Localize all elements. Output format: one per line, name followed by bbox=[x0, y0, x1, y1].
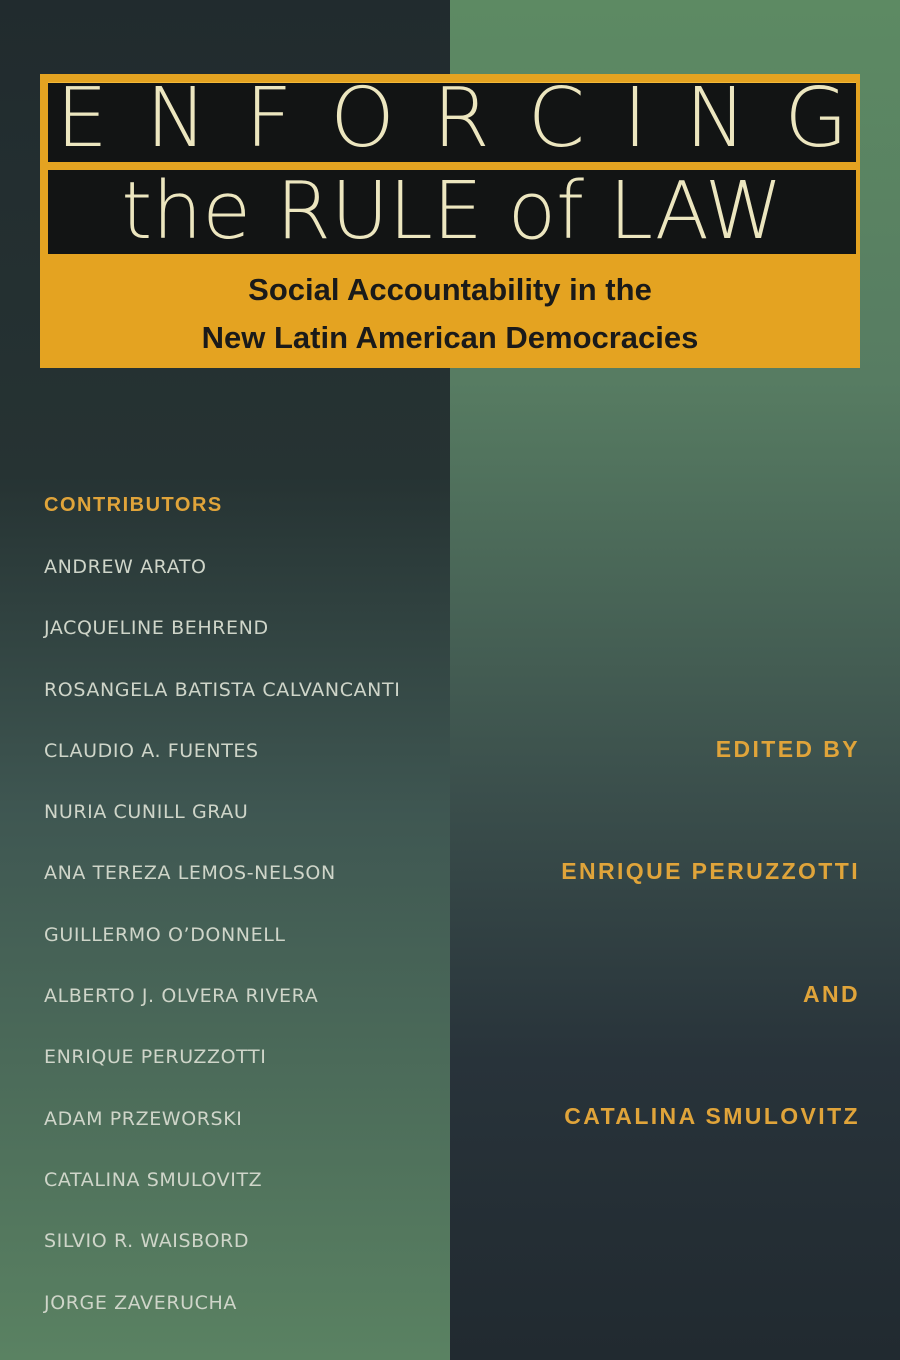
contributor-name: ADAM PRZEWORSKI bbox=[44, 1107, 243, 1130]
contributors-heading: CONTRIBUTORS bbox=[44, 494, 223, 516]
contributor-name: JACQUELINE BEHREND bbox=[44, 617, 269, 640]
title-letter: G bbox=[784, 71, 848, 166]
contributor-name: ENRIQUE PERUZZOTTI bbox=[44, 1046, 267, 1069]
contributor-name: ANDREW ARATO bbox=[44, 556, 207, 578]
editor-name-2: CATALINA SMULOVITZ bbox=[564, 1103, 860, 1129]
subtitle bbox=[40, 266, 860, 362]
title-letter: C bbox=[527, 71, 585, 166]
editor-name-1: ENRIQUE PERUZZOTTI bbox=[561, 858, 860, 884]
title-letter: F bbox=[245, 71, 293, 166]
subtitle-line-2: New Latin American Democracies bbox=[201, 320, 699, 355]
title-letter: N bbox=[145, 71, 208, 166]
title-letter: R bbox=[432, 71, 490, 166]
title-rule-of-law: the RULE of LAW bbox=[121, 164, 783, 257]
contributor-name: NURIA CUNILL GRAU bbox=[44, 801, 249, 824]
contributor-name: ALBERTO J. OLVERA RIVERA bbox=[44, 985, 319, 1008]
and-label: AND bbox=[802, 981, 860, 1007]
title-letter: N bbox=[685, 71, 747, 166]
contributor-name: SILVIO R. WAISBORD bbox=[44, 1230, 250, 1253]
title-letter: E bbox=[56, 71, 108, 166]
contributor-name: ROSANGELA BATISTA CALVANCANTI bbox=[44, 678, 401, 701]
subtitle-line-1: Social Accountability in the bbox=[248, 272, 652, 307]
edited-by-label: EDITED BY bbox=[715, 736, 860, 762]
contributor-name: CLAUDIO A. FUENTES bbox=[44, 739, 259, 762]
contributor-name: JORGE ZAVERUCHA bbox=[44, 1291, 237, 1314]
contributor-name: ANA TEREZA LEMOS-NELSON bbox=[44, 862, 336, 885]
contributor-name: GUILLERMO O’DONNELL bbox=[44, 923, 286, 946]
contributor-name: CATALINA SMULOVITZ bbox=[44, 1168, 263, 1191]
title-enforcing bbox=[48, 71, 856, 166]
contributors-list bbox=[44, 552, 400, 1349]
title-letter: O bbox=[330, 71, 395, 166]
title-letter: I bbox=[622, 71, 648, 166]
